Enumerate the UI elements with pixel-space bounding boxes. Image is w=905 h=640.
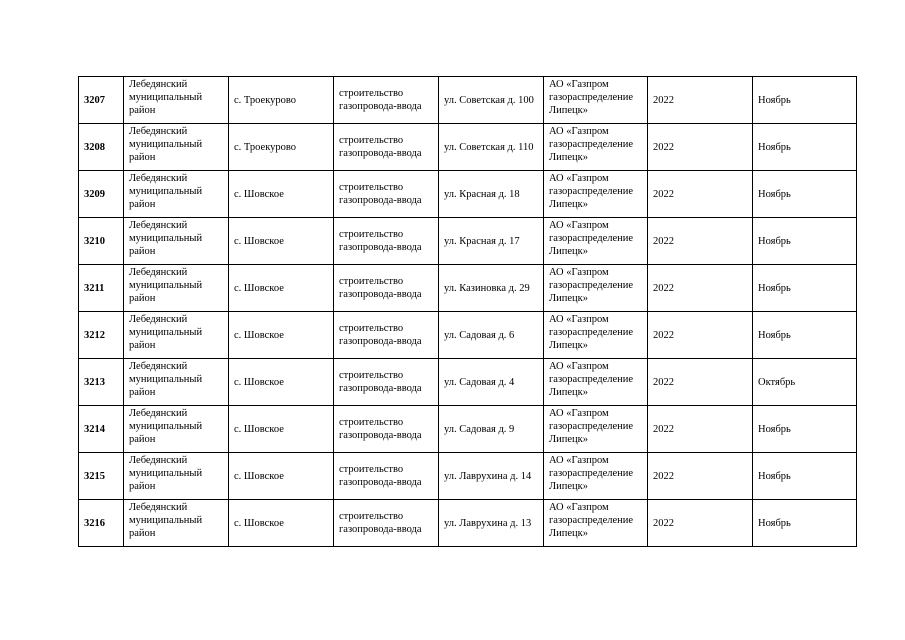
row-number: 3216 xyxy=(84,517,105,529)
organization-cell xyxy=(544,77,648,124)
row-number: 3212 xyxy=(84,329,105,341)
district-name: Лебедянский муниципальный район xyxy=(129,173,203,210)
organization-cell xyxy=(544,406,648,453)
district-cell xyxy=(124,124,229,171)
village-name: с. Шовское xyxy=(234,329,284,341)
organization-cell xyxy=(544,171,648,218)
village-name: с. Троекурово xyxy=(234,94,297,106)
organization-name: АО «Газпром газораспределение Липецк» xyxy=(549,267,634,304)
table-row xyxy=(79,453,857,500)
district-cell xyxy=(124,312,229,359)
month-cell xyxy=(753,453,857,500)
table-row xyxy=(79,171,857,218)
row-number: 3210 xyxy=(84,235,105,247)
work-type: строительство газопровода-ввода xyxy=(339,417,422,441)
work-type-cell xyxy=(334,265,439,312)
address-cell xyxy=(439,312,544,359)
year: 2022 xyxy=(653,423,674,435)
work-type-cell xyxy=(334,406,439,453)
address-cell xyxy=(439,453,544,500)
month-cell xyxy=(753,171,857,218)
month-cell xyxy=(753,312,857,359)
month: Октябрь xyxy=(758,376,796,388)
address-cell xyxy=(439,359,544,406)
address: ул. Красная д. 17 xyxy=(444,235,520,247)
work-type-cell xyxy=(334,77,439,124)
row-number-cell xyxy=(79,500,124,547)
address: ул. Садовая д. 6 xyxy=(444,329,515,341)
year: 2022 xyxy=(653,141,674,153)
work-type-cell xyxy=(334,171,439,218)
district-cell xyxy=(124,77,229,124)
table-row xyxy=(79,265,857,312)
work-type: строительство газопровода-ввода xyxy=(339,511,422,535)
work-type: строительство газопровода-ввода xyxy=(339,276,422,300)
month-cell xyxy=(753,359,857,406)
work-type: строительство газопровода-ввода xyxy=(339,135,422,159)
village-name: с. Шовское xyxy=(234,517,284,529)
work-type-cell xyxy=(334,359,439,406)
village-cell xyxy=(229,265,334,312)
year: 2022 xyxy=(653,470,674,482)
year: 2022 xyxy=(653,188,674,200)
row-number-cell xyxy=(79,312,124,359)
address-cell xyxy=(439,218,544,265)
address: ул. Казиновка д. 29 xyxy=(444,282,530,294)
village-cell xyxy=(229,124,334,171)
month: Ноябрь xyxy=(758,517,791,529)
organization-name: АО «Газпром газораспределение Липецк» xyxy=(549,126,634,163)
year-cell xyxy=(648,406,753,453)
row-number-cell xyxy=(79,406,124,453)
row-number: 3208 xyxy=(84,141,105,153)
row-number-cell xyxy=(79,265,124,312)
work-type-cell xyxy=(334,312,439,359)
work-type: строительство газопровода-ввода xyxy=(339,88,422,112)
organization-name: АО «Газпром газораспределение Липецк» xyxy=(549,220,634,257)
work-type-cell xyxy=(334,500,439,547)
work-type: строительство газопровода-ввода xyxy=(339,229,422,253)
village-name: с. Шовское xyxy=(234,423,284,435)
table-row xyxy=(79,77,857,124)
district-name: Лебедянский муниципальный район xyxy=(129,455,203,492)
district-name: Лебедянский муниципальный район xyxy=(129,314,203,351)
month-cell xyxy=(753,124,857,171)
district-name: Лебедянский муниципальный район xyxy=(129,502,203,539)
district-cell xyxy=(124,406,229,453)
row-number: 3207 xyxy=(84,94,105,106)
row-number-cell xyxy=(79,453,124,500)
row-number-cell xyxy=(79,359,124,406)
year: 2022 xyxy=(653,376,674,388)
village-name: с. Троекурово xyxy=(234,141,297,153)
village-cell xyxy=(229,171,334,218)
month: Ноябрь xyxy=(758,94,791,106)
table-row xyxy=(79,500,857,547)
work-type: строительство газопровода-ввода xyxy=(339,323,422,347)
village-cell xyxy=(229,453,334,500)
year-cell xyxy=(648,359,753,406)
district-cell xyxy=(124,500,229,547)
month-cell xyxy=(753,406,857,453)
table-row xyxy=(79,312,857,359)
row-number: 3214 xyxy=(84,423,105,435)
month: Ноябрь xyxy=(758,282,791,294)
district-cell xyxy=(124,265,229,312)
organization-name: АО «Газпром газораспределение Липецк» xyxy=(549,408,634,445)
month-cell xyxy=(753,218,857,265)
month: Ноябрь xyxy=(758,329,791,341)
organization-name: АО «Газпром газораспределение Липецк» xyxy=(549,173,634,210)
work-type-cell xyxy=(334,124,439,171)
row-number-cell xyxy=(79,171,124,218)
village-cell xyxy=(229,218,334,265)
district-cell xyxy=(124,171,229,218)
organization-name: АО «Газпром газораспределение Липецк» xyxy=(549,502,634,539)
row-number: 3215 xyxy=(84,470,105,482)
address-cell xyxy=(439,265,544,312)
row-number: 3211 xyxy=(84,282,105,294)
address-cell xyxy=(439,500,544,547)
table-row xyxy=(79,218,857,265)
village-cell xyxy=(229,77,334,124)
row-number: 3213 xyxy=(84,376,105,388)
work-type: строительство газопровода-ввода xyxy=(339,370,422,394)
district-cell xyxy=(124,218,229,265)
month: Ноябрь xyxy=(758,470,791,482)
address: ул. Садовая д. 9 xyxy=(444,423,515,435)
organization-cell xyxy=(544,453,648,500)
row-number-cell xyxy=(79,218,124,265)
district-cell xyxy=(124,453,229,500)
month: Ноябрь xyxy=(758,235,791,247)
village-name: с. Шовское xyxy=(234,282,284,294)
district-name: Лебедянский муниципальный район xyxy=(129,79,203,116)
year-cell xyxy=(648,218,753,265)
year-cell xyxy=(648,312,753,359)
work-type-cell xyxy=(334,453,439,500)
address: ул. Лаврухина д. 13 xyxy=(444,517,532,529)
organization-name: АО «Газпром газораспределение Липецк» xyxy=(549,455,634,492)
village-name: с. Шовское xyxy=(234,470,284,482)
year-cell xyxy=(648,453,753,500)
row-number-cell xyxy=(79,77,124,124)
year-cell xyxy=(648,500,753,547)
table-body xyxy=(79,77,857,547)
address-cell xyxy=(439,171,544,218)
year-cell xyxy=(648,265,753,312)
organization-cell xyxy=(544,218,648,265)
year: 2022 xyxy=(653,94,674,106)
work-type: строительство газопровода-ввода xyxy=(339,464,422,488)
address: ул. Советская д. 110 xyxy=(444,141,534,153)
village-cell xyxy=(229,359,334,406)
month: Ноябрь xyxy=(758,423,791,435)
district-name: Лебедянский муниципальный район xyxy=(129,220,203,257)
gas-pipeline-schedule-table xyxy=(78,76,857,547)
table-row xyxy=(79,406,857,453)
month-cell xyxy=(753,265,857,312)
year-cell xyxy=(648,77,753,124)
district-name: Лебедянский муниципальный район xyxy=(129,361,203,398)
work-type: строительство газопровода-ввода xyxy=(339,182,422,206)
organization-cell xyxy=(544,359,648,406)
month-cell xyxy=(753,500,857,547)
table-row xyxy=(79,124,857,171)
district-name: Лебедянский муниципальный район xyxy=(129,408,203,445)
organization-cell xyxy=(544,124,648,171)
village-name: с. Шовское xyxy=(234,376,284,388)
organization-name: АО «Газпром газораспределение Липецк» xyxy=(549,314,634,351)
year-cell xyxy=(648,171,753,218)
district-name: Лебедянский муниципальный район xyxy=(129,126,203,163)
organization-cell xyxy=(544,265,648,312)
organization-name: АО «Газпром газораспределение Липецк» xyxy=(549,79,634,116)
village-cell xyxy=(229,500,334,547)
address: ул. Красная д. 18 xyxy=(444,188,520,200)
row-number-cell xyxy=(79,124,124,171)
year-cell xyxy=(648,124,753,171)
address-cell xyxy=(439,77,544,124)
address-cell xyxy=(439,124,544,171)
district-cell xyxy=(124,359,229,406)
year: 2022 xyxy=(653,282,674,294)
work-type-cell xyxy=(334,218,439,265)
table-row xyxy=(79,359,857,406)
month: Ноябрь xyxy=(758,188,791,200)
organization-cell xyxy=(544,312,648,359)
address: ул. Советская д. 100 xyxy=(444,94,534,106)
row-number: 3209 xyxy=(84,188,105,200)
year: 2022 xyxy=(653,517,674,529)
address: ул. Лаврухина д. 14 xyxy=(444,470,532,482)
village-name: с. Шовское xyxy=(234,235,284,247)
month-cell xyxy=(753,77,857,124)
district-name: Лебедянский муниципальный район xyxy=(129,267,203,304)
village-cell xyxy=(229,312,334,359)
month: Ноябрь xyxy=(758,141,791,153)
organization-name: АО «Газпром газораспределение Липецк» xyxy=(549,361,634,398)
address: ул. Садовая д. 4 xyxy=(444,376,515,388)
organization-cell xyxy=(544,500,648,547)
address-cell xyxy=(439,406,544,453)
year: 2022 xyxy=(653,329,674,341)
village-cell xyxy=(229,406,334,453)
year: 2022 xyxy=(653,235,674,247)
village-name: с. Шовское xyxy=(234,188,284,200)
